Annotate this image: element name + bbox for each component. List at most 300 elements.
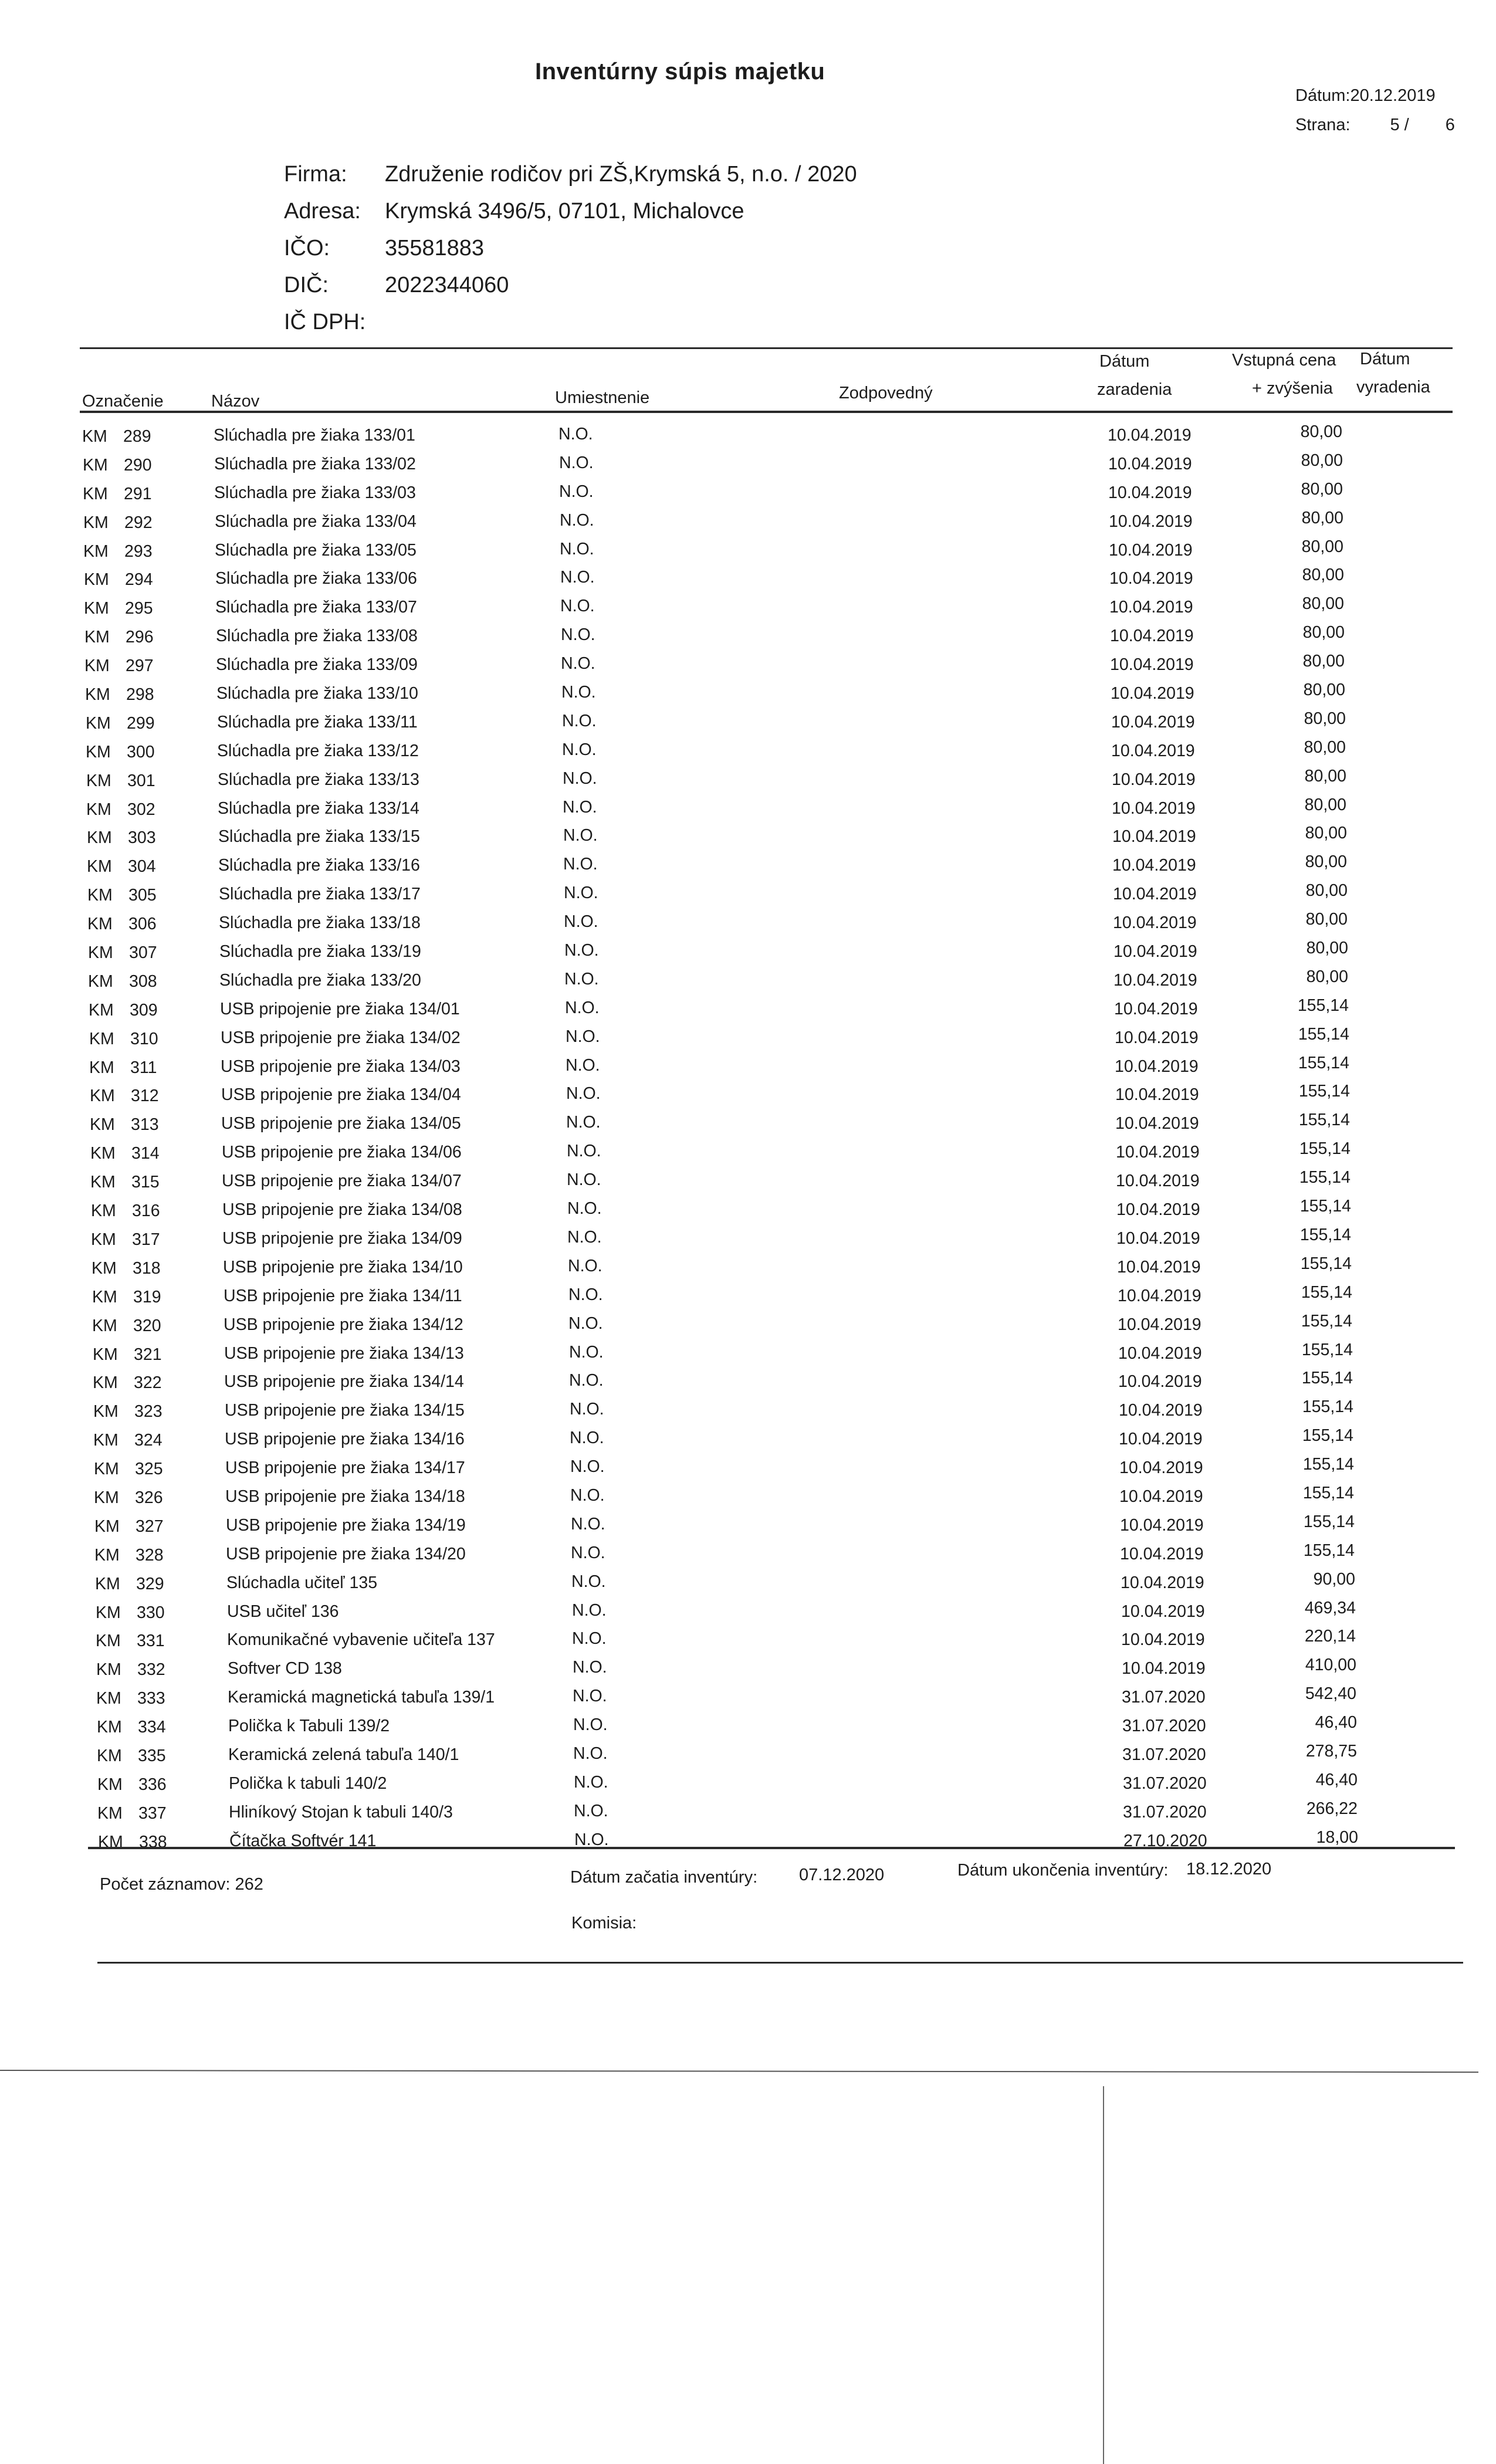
item-number: 327 [136,1517,164,1536]
adresa-value: Krymská 3496/5, 07101, Michalovce [385,199,744,224]
item-code-prefix: KM [92,1258,117,1278]
item-price-cell [1306,1742,1357,1761]
item-number: 289 [123,427,151,446]
item-price: 278,75 [1305,1741,1357,1761]
item-location: N.O. [569,1371,604,1390]
item-date-added: 27.10.2020 [1123,1831,1207,1850]
item-code-prefix: KM [96,1603,121,1622]
scan-fold-line [0,2070,1478,2073]
ico-value: 35581883 [385,236,485,260]
table-row [84,623,1469,652]
item-price-cell [1301,1254,1352,1274]
table-row [95,1570,1480,1599]
item-date-added: 10.04.2019 [1113,885,1197,904]
item-price-cell [1298,1025,1349,1044]
item-date-added: 10.04.2019 [1116,1143,1200,1162]
item-location: N.O. [572,1600,607,1620]
col-datum-vyradenia-1: Dátum [1360,350,1410,368]
table-row [84,566,1468,594]
item-name: USB pripojenie pre žiaka 134/18 [225,1487,465,1506]
item-number: 321 [134,1345,162,1364]
item-location: N.O. [568,1314,603,1333]
item-date-added: 10.04.2019 [1119,1430,1203,1449]
inventory-start-label: Dátum začatia inventúry: [570,1868,758,1887]
table-row [92,1283,1477,1312]
item-number: 313 [131,1115,159,1135]
inventory-end-value: 18.12.2020 [1186,1860,1272,1879]
col-nazov: Názov [211,392,260,411]
table-bottom-rule [88,1847,1455,1849]
table-row [96,1656,1481,1684]
item-code-prefix: KM [84,599,109,618]
item-name: Slúchadla pre žiaka 133/08 [216,627,418,646]
table-row [86,738,1470,767]
item-code-prefix: KM [89,1029,114,1048]
item-number: 334 [138,1718,166,1737]
item-code-prefix: KM [98,1832,123,1852]
item-location: N.O. [562,711,597,730]
item-price: 80,00 [1304,709,1346,728]
table-row [90,1168,1475,1197]
table-row [98,1828,1483,1857]
item-number: 336 [138,1775,167,1794]
col-cena-1: Vstupná cena [1232,351,1336,370]
table-row [93,1369,1477,1397]
table-row [90,1139,1475,1168]
item-date-added: 10.04.2019 [1121,1630,1205,1650]
item-number: 302 [127,800,155,819]
item-code-prefix: KM [93,1345,118,1364]
item-name: Keramická zelená tabuľa 140/1 [228,1745,459,1764]
signature-rule [97,1962,1463,1964]
table-row [93,1397,1478,1426]
item-code-prefix: KM [91,1201,116,1221]
page-current: 5 / [1390,116,1409,134]
firma-label: Firma: [284,162,347,187]
item-name: USB pripojenie pre žiaka 134/01 [220,999,460,1018]
col-cena-2: + zvýšenia [1252,379,1333,398]
item-date-added: 31.07.2020 [1122,1688,1206,1707]
item-number: 328 [136,1545,164,1565]
item-location: N.O. [563,769,597,788]
date-label: Dátum: [1295,86,1351,105]
item-number: 326 [135,1488,163,1507]
item-location: N.O. [573,1658,607,1677]
item-code-prefix: KM [87,828,112,848]
item-code-prefix: KM [97,1803,123,1823]
item-date-added: 10.04.2019 [1108,454,1192,473]
table-row [89,1054,1474,1082]
item-code-prefix: KM [85,685,110,705]
item-number: 338 [139,1832,167,1852]
col-oznacenie: Označenie [82,392,164,411]
item-price-cell [1305,1627,1356,1646]
item-date-added: 10.04.2019 [1112,798,1196,818]
item-location: N.O. [571,1543,605,1562]
item-location: N.O. [560,597,595,616]
item-price: 80,00 [1301,479,1343,499]
item-number: 301 [127,771,155,790]
item-price-cell [1301,1283,1352,1302]
item-name: Slúchadla pre žiaka 133/15 [218,827,420,847]
item-price: 155,14 [1302,1483,1354,1502]
item-price-cell [1302,566,1344,585]
item-location: N.O. [566,1027,600,1046]
item-price: 155,14 [1301,1282,1352,1302]
item-price: 155,14 [1298,1082,1350,1101]
item-price-cell [1302,537,1343,557]
item-code-prefix: KM [97,1718,122,1737]
item-price-cell [1298,1054,1349,1073]
item-price: 266,22 [1306,1799,1358,1818]
item-price: 80,00 [1301,537,1343,556]
item-price-cell [1302,1341,1353,1360]
table-row [94,1484,1478,1512]
item-name: USB pripojenie pre žiaka 134/11 [224,1286,462,1305]
table-row [83,509,1468,537]
item-price-cell [1302,594,1344,614]
item-price: 155,14 [1299,1225,1351,1244]
ico-label: IČO: [284,236,330,260]
item-price-cell [1305,796,1346,815]
item-location: N.O. [574,1801,608,1820]
item-number: 295 [125,599,153,618]
item-price-cell [1301,451,1343,471]
item-price: 542,40 [1305,1684,1356,1704]
item-date-added: 31.07.2020 [1122,1717,1206,1736]
item-number: 290 [124,455,152,475]
item-price: 80,00 [1304,766,1346,786]
item-price: 80,00 [1302,623,1345,642]
item-name: Slúchadla pre žiaka 133/07 [215,598,417,617]
table-row [88,939,1473,967]
item-price-cell [1304,1512,1355,1532]
item-price-cell [1306,910,1348,929]
item-code-prefix: KM [87,857,112,876]
item-price-cell [1314,1570,1355,1589]
record-count-value: 262 [235,1875,263,1894]
table-row [97,1799,1482,1828]
item-name: USB pripojenie pre žiaka 134/10 [223,1257,463,1277]
item-price-cell [1302,1369,1353,1388]
item-code-prefix: KM [89,1000,114,1020]
item-price-cell [1300,1226,1351,1245]
item-location: N.O. [567,1227,602,1247]
item-code-prefix: KM [96,1689,121,1708]
icdph-label: IČ DPH: [284,310,366,334]
item-number: 335 [138,1746,166,1765]
item-name: Slúchadla pre žiaka 133/17 [219,885,421,904]
item-number: 293 [124,541,153,561]
item-date-added: 10.04.2019 [1112,827,1196,847]
item-date-added: 10.04.2019 [1116,1228,1200,1248]
item-price: 80,00 [1305,881,1348,901]
item-name: Softver CD 138 [228,1659,342,1678]
item-date-added: 10.04.2019 [1122,1659,1206,1678]
item-price: 155,14 [1301,1369,1353,1388]
item-price-cell [1298,996,1349,1016]
item-price-cell [1299,1082,1350,1101]
table-row [92,1312,1477,1341]
item-code-prefix: KM [93,1373,118,1393]
item-date-added: 10.04.2019 [1117,1257,1201,1277]
item-number: 333 [137,1689,165,1708]
item-code-prefix: KM [83,484,108,503]
item-price: 410,00 [1305,1656,1356,1675]
item-number: 308 [129,972,157,991]
item-code-prefix: KM [94,1488,119,1507]
item-location: N.O. [570,1400,604,1419]
item-number: 322 [134,1373,162,1393]
item-code-prefix: KM [88,972,113,991]
item-date-added: 10.04.2019 [1111,712,1195,732]
item-price-cell [1305,1599,1356,1618]
item-price: 155,14 [1298,1053,1349,1072]
item-name: USB pripojenie pre žiaka 134/02 [221,1028,461,1047]
item-price-cell [1316,1771,1358,1790]
item-code-prefix: KM [84,570,109,590]
item-name: Slúchadla pre žiaka 133/12 [217,741,419,760]
header-top-rule [80,347,1453,349]
item-code-prefix: KM [82,427,107,446]
item-code-prefix: KM [89,1058,114,1077]
item-number: 305 [128,886,157,905]
item-location: N.O. [568,1285,603,1304]
item-date-added: 10.04.2019 [1110,627,1194,646]
item-number: 309 [130,1000,158,1020]
item-price-cell [1305,1684,1356,1704]
item-name: Slúchadla pre žiaka 133/19 [219,942,421,962]
table-row [89,1025,1474,1054]
item-name: USB učiteľ 136 [227,1602,339,1621]
item-date-added: 10.04.2019 [1111,684,1194,703]
item-location: N.O. [566,1055,600,1075]
item-number: 320 [133,1316,161,1335]
item-date-added: 10.04.2019 [1109,569,1193,588]
item-date-added: 10.04.2019 [1113,942,1197,962]
col-zodpovedny: Zodpovedný [839,384,933,402]
adresa-label: Adresa: [284,199,361,224]
item-number: 291 [124,484,152,503]
date-value: 20.12.2019 [1350,86,1436,105]
item-price: 469,34 [1304,1598,1356,1617]
item-number: 325 [135,1460,163,1479]
komisia-label: Komisia: [571,1914,637,1932]
item-name: Slúchadla učiteľ 135 [226,1573,378,1592]
item-price: 46,40 [1315,1770,1358,1789]
item-number: 292 [124,513,153,532]
item-code-prefix: KM [96,1660,121,1680]
item-date-added: 10.04.2019 [1112,856,1196,875]
table-row [83,480,1467,509]
table-row [84,652,1469,681]
item-price-cell [1307,939,1348,958]
item-price: 155,14 [1298,1111,1350,1130]
item-date-added: 10.04.2019 [1111,741,1195,760]
item-price: 155,14 [1299,1197,1351,1216]
item-price: 80,00 [1303,681,1345,700]
table-row [94,1512,1479,1541]
item-price-cell [1304,1541,1355,1561]
item-date-added: 10.04.2019 [1109,512,1193,531]
item-price: 80,00 [1301,451,1343,470]
table-row [93,1341,1477,1369]
item-price: 155,14 [1299,1168,1351,1187]
item-location: N.O. [560,510,594,530]
item-name: USB pripojenie pre žiaka 134/14 [224,1372,464,1392]
item-date-added: 10.04.2019 [1116,1200,1200,1220]
item-name: Slúchadla pre žiaka 133/20 [219,970,421,990]
table-row [87,881,1472,910]
item-price-cell [1303,1455,1354,1474]
item-name: USB pripojenie pre žiaka 134/20 [226,1544,466,1563]
item-location: N.O. [574,1830,609,1849]
item-price: 80,00 [1305,852,1347,872]
inventory-end-label: Dátum ukončenia inventúry: [957,1861,1169,1880]
record-count-label: Počet záznamov: [100,1875,231,1894]
item-date-added: 10.04.2019 [1118,1372,1202,1392]
item-name: Slúchadla pre žiaka 133/13 [218,770,419,789]
item-location: N.O. [571,1572,606,1591]
item-name: USB pripojenie pre žiaka 134/06 [222,1143,462,1162]
inventory-table [82,422,1467,1857]
item-code-prefix: KM [91,1230,116,1249]
table-row [87,824,1471,852]
item-price-cell [1304,709,1346,729]
item-code-prefix: KM [90,1115,115,1135]
item-price: 90,00 [1313,1569,1355,1589]
item-code-prefix: KM [97,1746,122,1765]
item-location: N.O. [566,1084,601,1104]
table-row [90,1111,1474,1139]
item-price: 155,14 [1301,1340,1353,1359]
table-row [82,422,1467,451]
item-date-added: 31.07.2020 [1123,1802,1207,1822]
item-price-cell [1299,1111,1350,1130]
item-name: Hliníkový Stojan k tabuli 140/3 [229,1802,453,1822]
item-name: Slúchadla pre žiaka 133/10 [216,684,418,703]
item-code-prefix: KM [86,713,111,733]
table-row [91,1226,1475,1254]
item-name: Keramická magnetická tabuľa 139/1 [228,1688,495,1707]
item-location: N.O. [567,1170,601,1190]
page-label: Strana: [1295,116,1351,134]
item-date-added: 10.04.2019 [1115,1085,1199,1105]
item-location: N.O. [566,1113,601,1132]
item-location: N.O. [561,625,595,645]
item-number: 318 [133,1258,161,1278]
item-number: 311 [130,1058,157,1077]
item-location: N.O. [559,425,593,444]
item-location: N.O. [559,482,594,501]
table-row [89,996,1473,1025]
item-price: 220,14 [1304,1627,1356,1646]
item-name: USB pripojenie pre žiaka 134/05 [221,1114,461,1133]
item-number: 317 [132,1230,160,1249]
item-price-cell [1301,422,1342,442]
item-code-prefix: KM [83,541,109,561]
item-price: 80,00 [1300,422,1342,441]
document-meta [1295,81,1455,140]
item-number: 303 [128,828,156,848]
item-code-prefix: KM [84,656,110,676]
item-name: Slúchadla pre žiaka 133/16 [218,856,420,875]
item-price: 155,14 [1300,1254,1352,1273]
item-price-cell [1304,738,1346,757]
item-price-cell [1307,1799,1358,1819]
item-price: 80,00 [1302,652,1345,671]
table-row [86,709,1470,738]
item-date-added: 10.04.2019 [1119,1487,1203,1506]
item-price-cell [1303,623,1345,642]
dic-value: 2022344060 [385,273,509,297]
item-number: 315 [131,1173,160,1192]
item-price: 155,14 [1298,1024,1349,1044]
item-price: 155,14 [1299,1139,1351,1159]
item-price-cell [1305,1656,1356,1675]
item-date-added: 10.04.2019 [1120,1544,1204,1563]
item-date-added: 10.04.2019 [1108,426,1192,445]
item-date-added: 31.07.2020 [1123,1773,1207,1793]
table-row [91,1197,1475,1226]
item-code-prefix: KM [83,455,108,475]
item-price: 80,00 [1302,566,1344,585]
col-datum-zaradenia-1: Dátum [1099,352,1150,371]
item-name: USB pripojenie pre žiaka 134/19 [226,1515,466,1535]
item-location: N.O. [564,969,599,989]
item-price: 155,14 [1303,1512,1355,1531]
item-number: 330 [137,1603,165,1622]
table-row [97,1713,1481,1742]
item-price-cell [1304,681,1345,700]
table-row [92,1254,1476,1283]
item-code-prefix: KM [86,742,111,761]
item-code-prefix: KM [87,886,113,905]
item-price-cell [1302,1397,1353,1417]
item-price: 80,00 [1304,795,1346,814]
item-location: N.O. [564,941,599,960]
document-title: Inventúrny súpis majetku [535,59,825,84]
item-number: 294 [125,570,153,590]
item-price: 155,14 [1297,996,1349,1015]
item-name: Slúchadla pre žiaka 133/05 [215,540,417,560]
item-price-cell [1302,509,1343,528]
item-price-cell [1300,1197,1351,1216]
item-price: 80,00 [1302,594,1344,614]
item-number: 298 [126,685,154,705]
item-location: N.O. [563,855,598,874]
table-row [96,1627,1480,1656]
item-location: N.O. [563,797,597,817]
item-price: 80,00 [1304,737,1346,757]
item-number: 319 [133,1287,161,1307]
item-name: Slúchadla pre žiaka 133/04 [215,512,417,531]
col-umiestnenie: Umiestnenie [555,388,650,407]
item-price: 80,00 [1306,939,1348,958]
item-price-cell [1305,824,1347,843]
item-date-added: 10.04.2019 [1110,655,1194,675]
item-name: Slúchadla pre žiaka 133/14 [218,798,419,818]
item-location: N.O. [567,1142,601,1161]
table-row [94,1455,1478,1484]
item-code-prefix: KM [86,771,111,790]
item-date-added: 10.04.2019 [1116,1172,1200,1191]
item-name: USB pripojenie pre žiaka 134/07 [222,1172,462,1191]
item-price: 80,00 [1301,508,1343,527]
item-number: 306 [128,915,157,934]
item-code-prefix: KM [93,1431,119,1450]
item-name: Slúchadla pre žiaka 133/09 [216,655,418,675]
